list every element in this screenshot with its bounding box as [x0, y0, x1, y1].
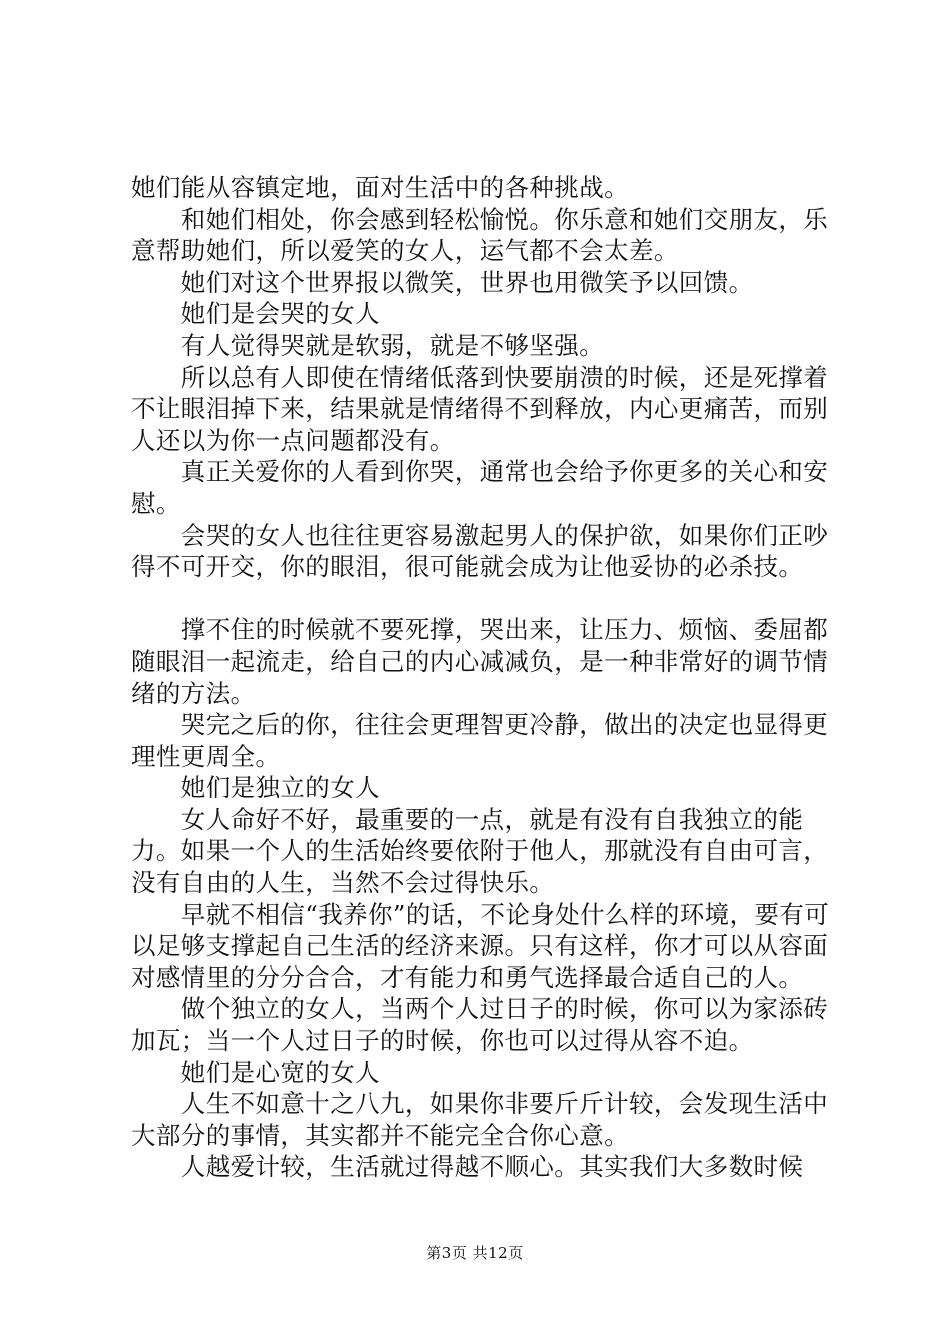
paragraph: 人越爱计较，生活就过得越不顺心。其实我们大多数时候	[131, 1152, 804, 1182]
paragraph: 会哭的女人也往往更容易激起男人的保护欲，如果你们正吵得不可开交，你的眼泪，很可能就会成为让他妥协的必杀技。	[131, 520, 829, 582]
paragraph: 所以总有人即使在情绪低落到快要崩溃的时候，还是死撑着不让眼泪掉下来，结果就是情绪得不到释放，内心更痛苦，而别人还以为你一点问题都没有。	[131, 362, 829, 455]
section-heading: 她们是会哭的女人	[131, 299, 380, 329]
paragraph: 人生不如意十之八九，如果你非要斤斤计较，会发现生活中大部分的事情，其实都并不能完全合你心意。	[131, 1089, 829, 1150]
page-footer: 第3页 共12页	[426, 1244, 524, 1262]
document-body	[131, 172, 831, 1183]
section-heading: 她们是独立的女人	[131, 773, 380, 803]
paragraph: 撑不住的时候就不要死撑，哭出来，让压力、烦恼、委屈都随眼泪一起流走，给自己的内心减减负，是一种非常好的调节情绪的方法。	[131, 615, 829, 708]
paragraph: 女人命好不好，最重要的一点，就是有没有自我独立的能力。如果一个人的生活始终要依附于他人，那就没有自由可言，没有自由的人生，当然不会过得快乐。	[131, 804, 829, 898]
paragraph: 做个独立的女人，当两个人过日子的时候，你可以为家添砖加瓦；当一个人过日子的时候，你也可以过得从容不迫。	[131, 994, 829, 1056]
paragraph: 和她们相处，你会感到轻松愉悦。你乐意和她们交朋友，乐意帮助她们，所以爱笑的女人，运气都不会太差。	[131, 204, 829, 266]
paragraph: 真正关爱你的人看到你哭，通常也会给予你更多的关心和安慰。	[131, 457, 829, 518]
section-heading: 她们是心宽的女人	[131, 1057, 380, 1087]
paragraph: 早就不相信“我养你”的话，不论身处什么样的环境，要有可以足够支撑起自己生活的经济来源。只有这样，你才可以从容面对感情里的分分合合，才有能力和勇气选择最合适自己的人。	[131, 899, 830, 992]
paragraph: 她们能从容镇定地，面对生活中的各种挑战。	[131, 173, 629, 202]
blank-line	[131, 583, 831, 615]
paragraph: 她们对这个世界报以微笑，世界也用微笑予以回馈。	[131, 267, 754, 297]
paragraph: 有人觉得哭就是软弱，就是不够坚强。	[131, 330, 605, 360]
paragraph: 哭完之后的你，往往会更理智更冷静，做出的决定也显得更理性更周全。	[131, 710, 829, 771]
